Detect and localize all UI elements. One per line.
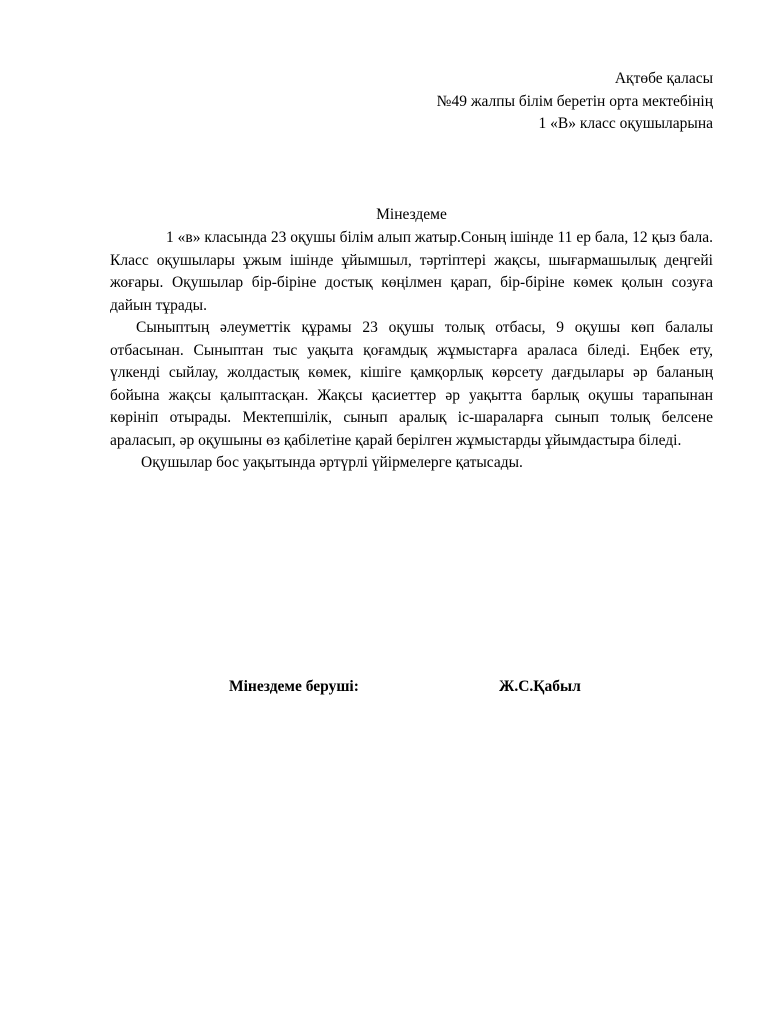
paragraph-class-overview: 1 «в» класында 23 оқушы білім алып жатыр.Соның ішінде 11 ер бала, 12 қыз бала. Класс оқушылары ұжым ішінде ұйымшыл, тәртіптері жақсы, шығармашылық деңгейі жоғары. Оқушылар бір-біріне достық көңілмен қарап, бір-біріне көмек қолын созуға дайын тұрады. [110,229,713,314]
signature-label: Мінездеме беруші: [229,678,359,695]
paragraph-social-composition: Сыныптың әлеуметтік құрамы 23 оқушы толық отбасы, 9 оқушы көп балалы отбасынан. Сыныптан тыс уақыта қоғамдық жұмыстарға араласа біледі. Еңбек ету, үлкенді сыйлау, жолдастық көмек, кішіге қамқорлық көрсету дағдылары әр баланың бойына жақсы қалыптасқан. Жақсы қасиеттер әр уақытта барлық оқушы тарапынан көрініп отырады. Мектепшілік, сынып аралық іс-шараларға сынып толық белсене араласып, әр оқушыны өз қабілетіне қарай берілген жұмыстарды ұйымдастыра біледі. [110,319,713,449]
document-title: Мінездеме [376,206,447,223]
addressee-block [213,68,713,136]
addressee-city: Ақтөбе қаласы [614,70,713,87]
addressee-school: №49 жалпы білім беретін орта мектебінің [436,92,713,110]
addressee-class: 1 «В» класс оқушыларына [538,115,713,132]
document-body [110,227,713,475]
signature-name: Ж.С.Қабыл [499,678,581,695]
paragraph-extracurricular: Оқушылар бос уақытында әртүрлі үйірмелерге қатысады. [141,454,523,471]
